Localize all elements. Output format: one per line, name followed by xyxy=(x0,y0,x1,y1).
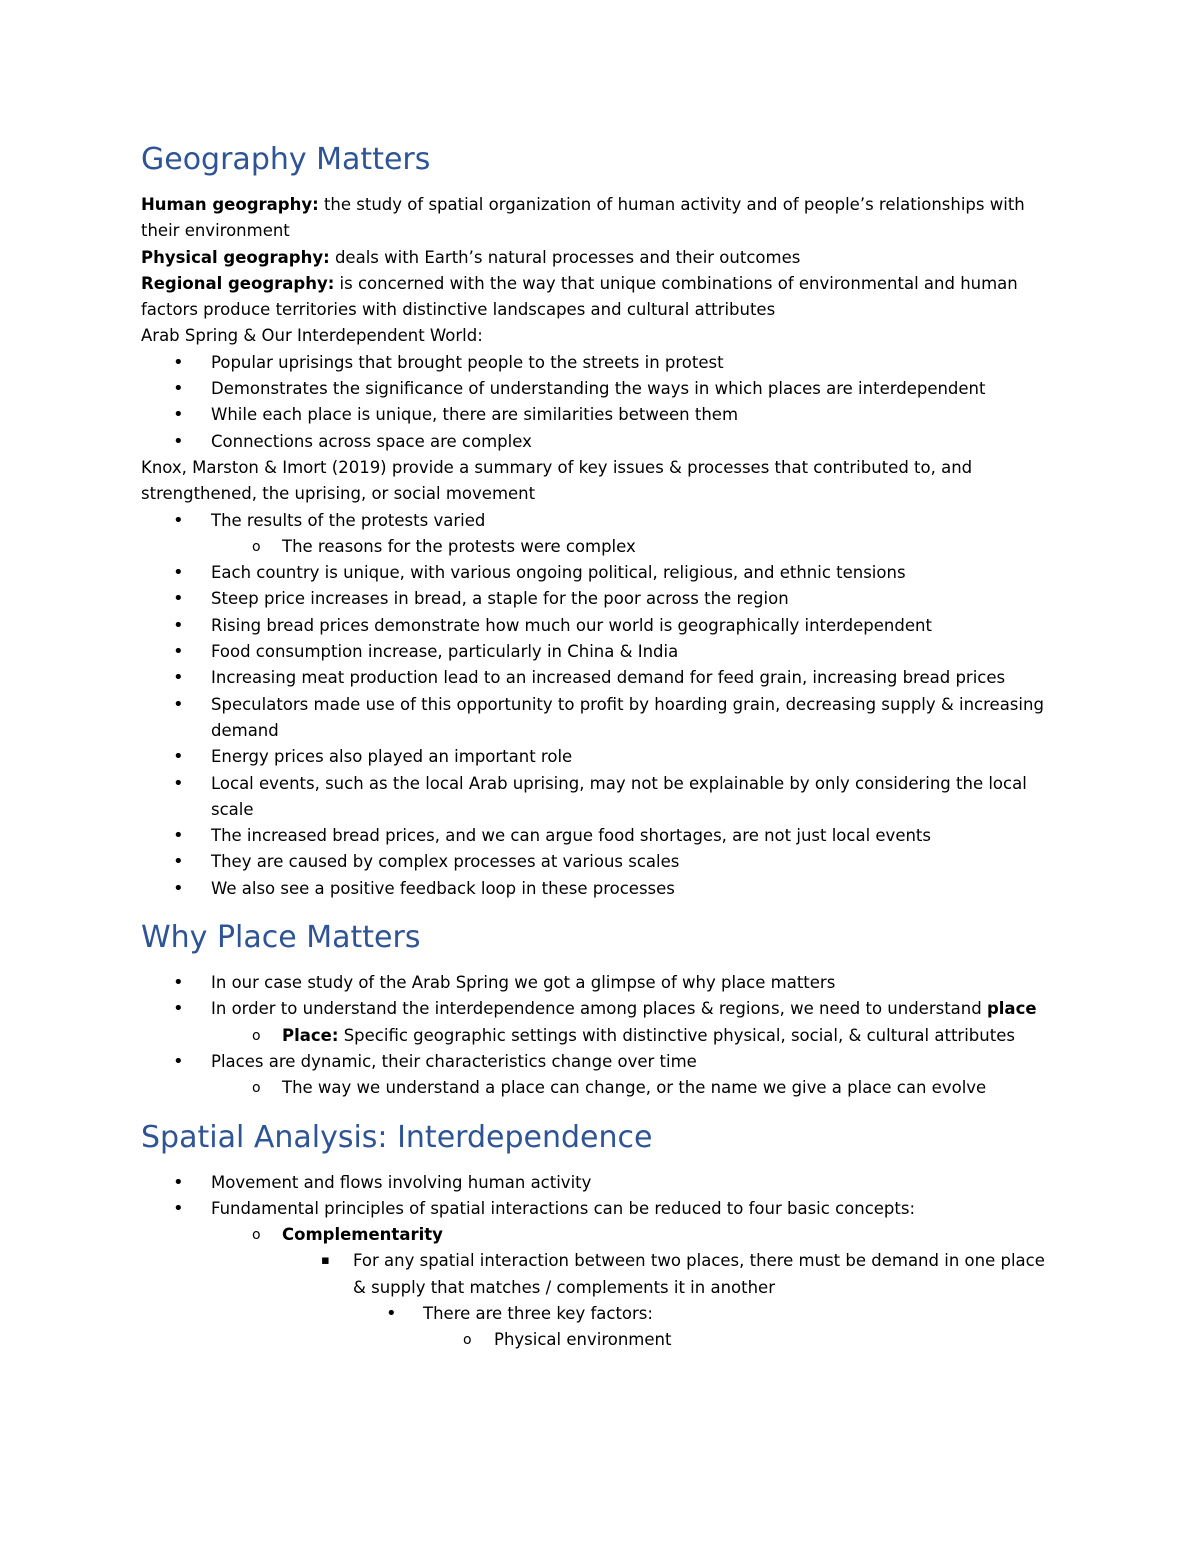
list-item-text: In our case study of the Arab Spring we got a glimpse of why place matters xyxy=(211,973,836,993)
list-item xyxy=(141,429,1061,455)
term-place: Place: xyxy=(282,1025,339,1045)
list-item xyxy=(141,1196,1061,1222)
list-item-text: Movement and flows involving human activity xyxy=(211,1172,592,1192)
list-item-text: In order to understand the interdependence among places & regions, we need to understand xyxy=(211,999,987,1019)
circle-marker: o xyxy=(463,1332,472,1349)
bullet-marker: • xyxy=(173,998,184,1020)
uprising-factors-list xyxy=(141,508,1061,902)
list-item xyxy=(141,508,1061,534)
sub-list-item xyxy=(141,1023,1061,1049)
heading-geography-matters: Geography Matters xyxy=(141,142,431,177)
list-item-text: Speculators made use of this opportunity to profit by hoarding grain, decreasing supply & increasing demand xyxy=(211,694,1044,740)
list-item-text: The reasons for the protests were complex xyxy=(282,536,636,556)
bullet-marker: • xyxy=(173,562,184,584)
list-item-text: Food consumption increase, particularly in China & India xyxy=(211,642,679,662)
list-item xyxy=(141,586,1061,612)
list-item xyxy=(141,1049,1061,1075)
list-item-text: Each country is unique, with various ongoing political, religious, and ethnic tensions xyxy=(211,563,906,583)
term-regional-geography: Regional geography: xyxy=(141,273,335,293)
list-item-text: The increased bread prices, and we can argue food shortages, are not just local events xyxy=(211,826,931,846)
list-item-text: Energy prices also played an important role xyxy=(211,747,573,767)
bullet-marker: • xyxy=(173,588,184,610)
list-item xyxy=(141,350,1061,376)
knox-summary-paragraph: Knox, Marston & Imort (2019) provide a summary of key issues & processes that contributed to, and strengthened, the uprising, or social movement xyxy=(141,457,973,504)
list-item xyxy=(141,692,1061,745)
bullet-marker: • xyxy=(173,667,184,689)
bullet-marker: • xyxy=(173,614,184,636)
list-item xyxy=(141,876,1061,902)
definition-text: is concerned with the way that unique combinations of environmental and human factors produce territories with distinctive landscapes and cultural attributes xyxy=(141,273,1018,320)
circle-marker: o xyxy=(252,1227,261,1244)
bullet-marker: • xyxy=(173,877,184,899)
bullet-marker: • xyxy=(386,1302,397,1324)
list-item-text: The way we understand a place can change, or the name we give a place can evolve xyxy=(282,1078,987,1098)
term-human-geography: Human geography: xyxy=(141,195,319,214)
list-item-text: Increasing meat production lead to an increased demand for feed grain, increasing bread prices xyxy=(211,668,1006,688)
sub-list-item xyxy=(141,1222,1061,1248)
circle-marker: o xyxy=(252,1080,261,1097)
bullet-marker: • xyxy=(173,1171,184,1193)
bullet-marker: • xyxy=(173,825,184,847)
circle-marker: o xyxy=(252,538,261,555)
list-item-text: Demonstrates the significance of understanding the ways in which places are interdependent xyxy=(211,379,986,399)
list-item-text: Places are dynamic, their characteristics change over time xyxy=(211,1051,697,1071)
list-item xyxy=(141,970,1061,996)
bullet-marker: • xyxy=(173,641,184,663)
definition-physical-geography xyxy=(141,245,1061,271)
sub-list-item xyxy=(141,1075,1061,1101)
list-item xyxy=(141,560,1061,586)
list-item-text: Fundamental principles of spatial interactions can be reduced to four basic concepts: xyxy=(211,1198,916,1218)
list-item xyxy=(141,639,1061,665)
square-marker: ▪ xyxy=(321,1253,330,1269)
list-item-text: They are caused by complex processes at various scales xyxy=(211,852,680,872)
heading-why-place-matters: Why Place Matters xyxy=(141,920,421,956)
arab-spring-title: Arab Spring & Our Interdependent World: xyxy=(141,326,483,346)
sub-sub-list-item xyxy=(141,1248,1061,1301)
bullet-marker: • xyxy=(173,1050,184,1072)
bullet-marker: • xyxy=(173,378,184,400)
list-item-text: The results of the protests varied xyxy=(211,510,486,530)
list-item-text: While each place is unique, there are similarities between them xyxy=(211,405,739,425)
list-item xyxy=(141,376,1061,402)
list-item-text: Popular uprisings that brought people to the streets in protest xyxy=(211,352,724,372)
bullet-marker: • xyxy=(173,351,184,373)
place-list xyxy=(141,970,1061,1101)
bullet-marker: • xyxy=(173,430,184,452)
list-item xyxy=(141,771,1061,824)
term-physical-geography: Physical geography: xyxy=(141,247,330,267)
level4-list-item xyxy=(141,1301,1061,1327)
list-item-text: Steep price increases in bread, a staple for the poor across the region xyxy=(211,589,789,609)
bold-term-place: place xyxy=(986,999,1037,1019)
definition-regional-geography xyxy=(141,271,1061,324)
bullet-marker: • xyxy=(173,772,184,794)
bullet-marker: • xyxy=(173,404,184,426)
bullet-marker: • xyxy=(173,509,184,531)
term-complementarity: Complementarity xyxy=(282,1225,443,1245)
list-item-text: Connections across space are complex xyxy=(211,431,532,451)
list-item-text: There are three key factors: xyxy=(423,1303,653,1323)
list-item-text: Local events, such as the local Arab uprising, may not be explainable by only considering the local scale xyxy=(211,773,1027,819)
circle-marker: o xyxy=(252,1027,261,1044)
level5-list-item xyxy=(141,1327,1061,1353)
list-item-text: Physical environment xyxy=(494,1330,672,1350)
bullet-marker: • xyxy=(173,693,184,715)
list-item-text: Rising bread prices demonstrate how much our world is geographically interdependent xyxy=(211,615,932,635)
list-item xyxy=(141,1170,1061,1196)
bullet-marker: • xyxy=(173,1197,184,1219)
spatial-analysis-list xyxy=(141,1170,1061,1354)
bullet-marker: • xyxy=(173,851,184,873)
bullet-marker: • xyxy=(173,746,184,768)
list-item-text: Specific geographic settings with distinctive physical, social, & cultural attributes xyxy=(338,1025,1015,1045)
heading-spatial-analysis: Spatial Analysis: Interdependence xyxy=(141,1119,653,1155)
arab-spring-list xyxy=(141,350,1061,455)
list-item xyxy=(141,823,1061,849)
list-item xyxy=(141,996,1061,1022)
list-item-text: We also see a positive feedback loop in these processes xyxy=(211,878,675,898)
list-item xyxy=(141,402,1061,428)
definition-text: deals with Earth’s natural processes and their outcomes xyxy=(329,247,801,267)
list-item-text: For any spatial interaction between two places, there must be demand in one place & supply that matches / complements it in another xyxy=(353,1251,1045,1297)
list-item xyxy=(141,744,1061,770)
list-item xyxy=(141,613,1061,639)
document-body xyxy=(141,138,1061,1354)
definition-text: the study of spatial organization of human activity and of people’s relationships with their environment xyxy=(141,195,1025,241)
list-item xyxy=(141,665,1061,691)
definition-human-geography xyxy=(141,192,1061,245)
list-item xyxy=(141,849,1061,875)
sub-list-item xyxy=(141,534,1061,560)
bullet-marker: • xyxy=(173,972,184,994)
